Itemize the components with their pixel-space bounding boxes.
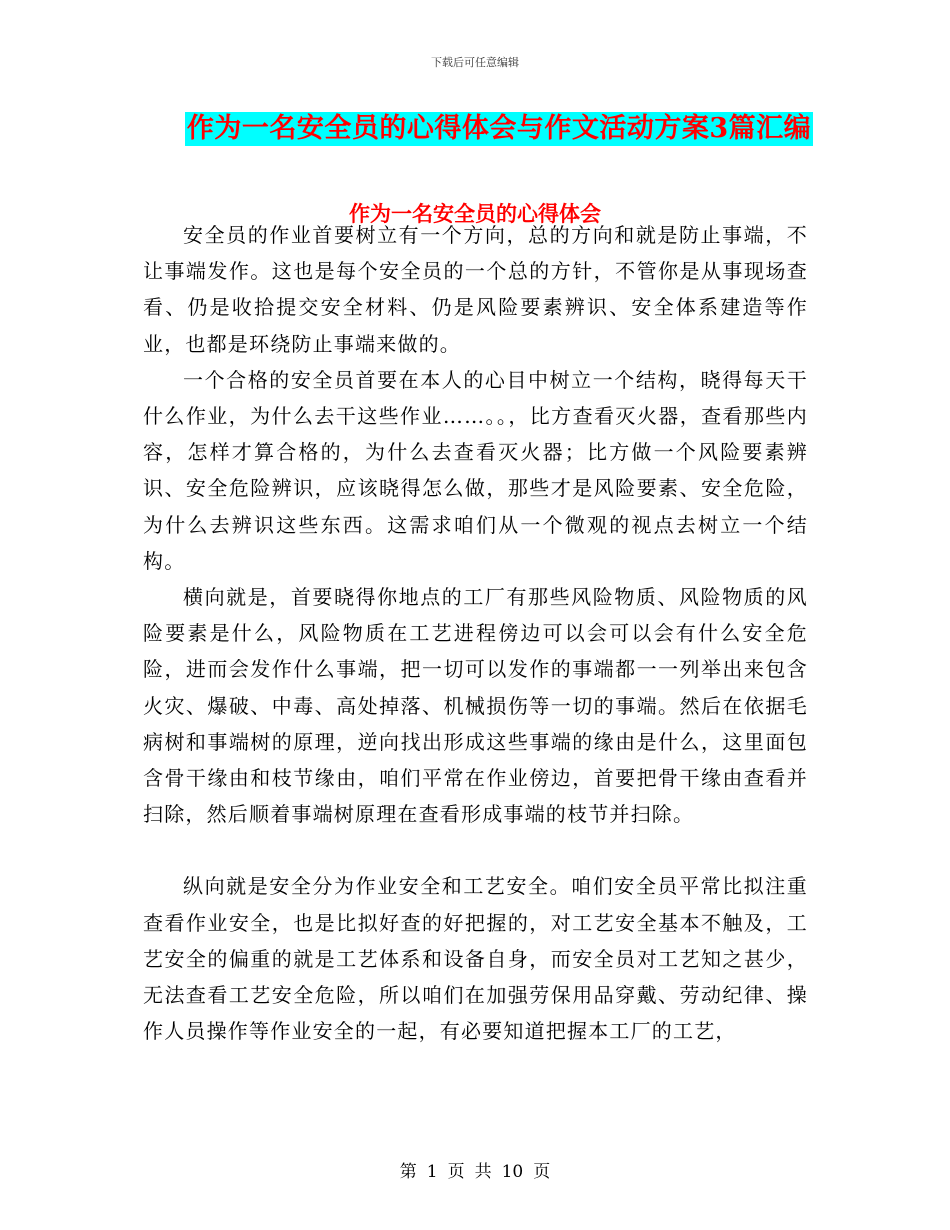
- footer-total-prefix: 共: [474, 1162, 492, 1182]
- page-footer: [0, 1157, 950, 1182]
- footer-prefix: 第: [399, 1162, 417, 1182]
- footer-total-unit: 页: [533, 1162, 551, 1182]
- header-note: 下载后可任意编辑: [431, 56, 519, 69]
- paragraph-4: 纵向就是安全分为作业安全和工艺安全。咱们安全员平常比拟注重查看作业安全，也是比拟好查的好把握的，对工艺安全基本不触及，工艺安全的偏重的就是工艺体系和设备自身，而安全员对工艺知之甚少，无法查看工艺安全危险，所以咱们在加强劳保用品穿戴、劳动纪律、操作人员操作等作业安全的一起，有必要知道把握本工厂的工艺，: [143, 874, 808, 1044]
- footer-page-unit: 页: [447, 1162, 465, 1182]
- footer-total-pages: 10: [501, 1162, 524, 1182]
- footer-page-number: 1: [426, 1162, 438, 1182]
- body-text: [143, 217, 808, 1049]
- paragraph-3: 横向就是，首要晓得你地点的工厂有那些风险物质、风险物质的风险要素是什么，风险物质在工艺进程傍边可以会可以会有什么安全危险，进而会发作什么事端，把一切可以发作的事端都一一列举出来包含火灾、爆破、中毒、高处掉落、机械损伤等一切的事端。然后在依据毛病树和事端树的原理，逆向找出形成这些事端的缘由是什么，这里面包含骨干缘由和枝节缘由，咱们平常在作业傍边，首要把骨干缘由查看并扫除，然后顺着事端树原理在查看形成事端的枝节并扫除。: [143, 585, 808, 827]
- paragraph-2: 一个合格的安全员首要在本人的心目中树立一个结构，晓得每天干什么作业，为什么去干这些作业……。。，比方查看灭火器，查看那些内容，怎样才算合格的，为什么去查看灭火器；比方做一个风险要素辨识、安全危险辨识，应该晓得怎么做，那些才是风险要素、安全危险，为什么去辨识这些东西。这需求咱们从一个微观的视点去树立一个结构。: [143, 367, 808, 573]
- paragraph-1: 安全员的作业首要树立有一个方向，总的方向和就是防止事端，不让事端发作。这也是每个安全员的一个总的方针，不管你是从事现场查看、仍是收拾提交安全材料、仍是风险要素辨识、安全体系建造等作业，也都是环绕防止事端来做的。: [143, 223, 808, 356]
- document-title: 作为一名安全员的心得体会与作文活动方案3篇汇编: [186, 113, 812, 144]
- section-title: 作为一名安全员的心得体会: [349, 201, 601, 226]
- document-title-container: [0, 112, 950, 146]
